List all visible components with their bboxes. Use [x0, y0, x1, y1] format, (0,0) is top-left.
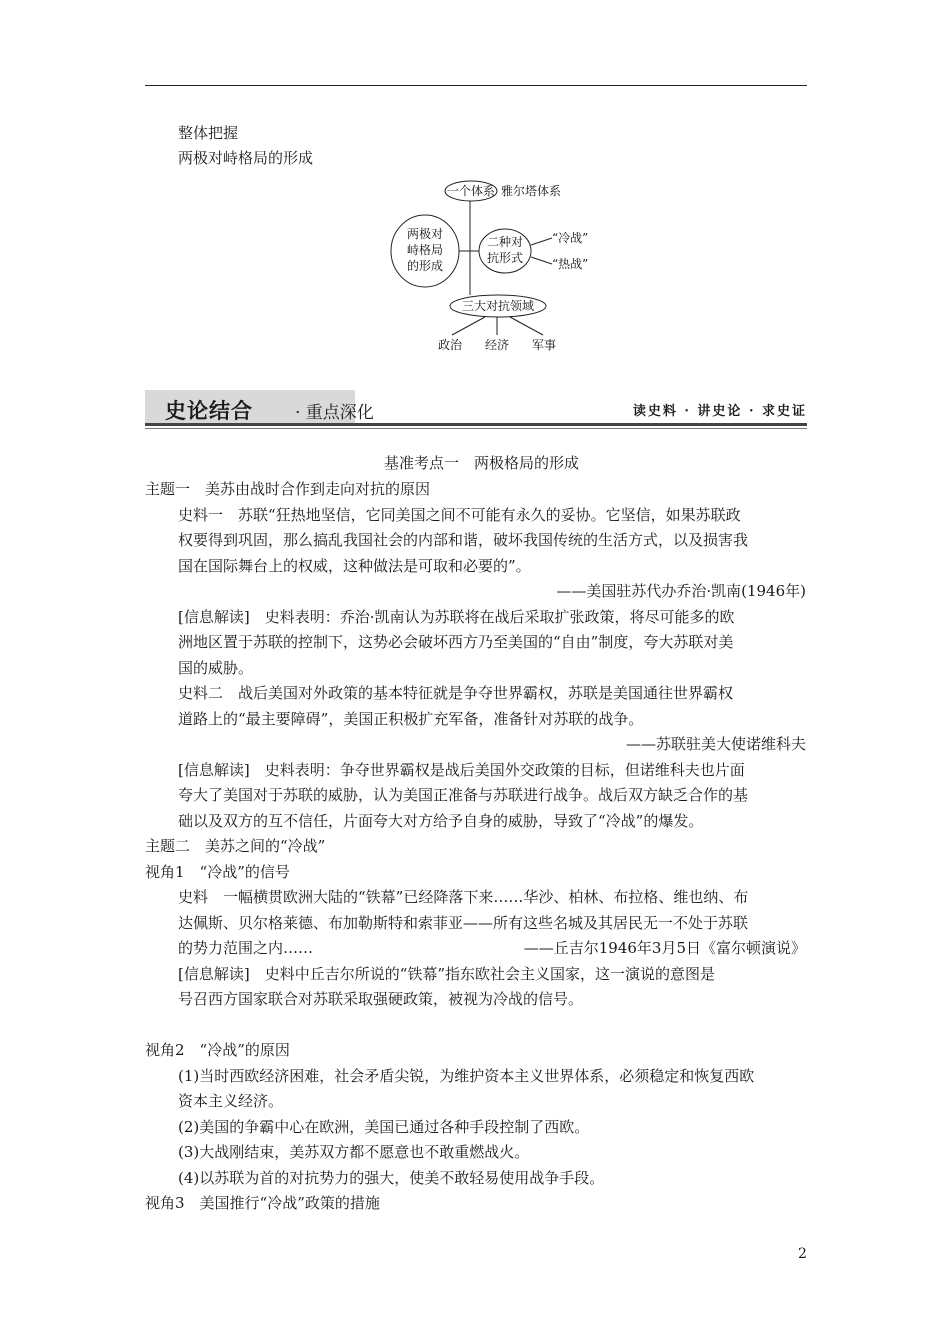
cause-four: (4)以苏联为首的对抗势力的强大，使美不敢轻易使用战争手段。: [178, 1169, 605, 1187]
diagram-system: 一个体系: [446, 184, 496, 198]
interpretation-one-line2: 洲地区置于苏联的控制下，这势必会破坏西方乃至美国的“自由”制度，夸大苏联对美: [178, 633, 734, 651]
diagram-center-line3: 的形成: [406, 259, 444, 273]
source-two-line2: 道路上的“最主要障碍”，美国正积极扩充军备，准备针对苏联的战争。: [178, 710, 644, 728]
banner-right-motto: 读史料 · 讲史论 · 求史证: [632, 404, 807, 419]
diagram-form-cold: “冷战”: [552, 231, 589, 245]
source-two-attribution: ——苏联驻美大使诺维科夫: [625, 735, 806, 753]
overview-heading: 整体把握: [178, 124, 239, 142]
diagram-system-value: 雅尔塔体系: [501, 184, 562, 198]
diagram-forms-line2: 抗形式: [486, 251, 524, 265]
section-title: 基准考点一 两极格局的形成: [384, 454, 580, 472]
diagram-field-economy: 经济: [484, 338, 510, 352]
source-one-line2: 权要得到巩固，那么搞乱我国社会的内部和谐，破坏我国传统的生活方式，以及损害我: [178, 531, 749, 549]
interpretation-one-line3: 国的威胁。: [178, 659, 254, 677]
perspective-two-heading: 视角2 “冷战”的原因: [145, 1041, 290, 1059]
cause-one-line1: (1)当时西欧经济困难，社会矛盾尖锐，为维护资本主义世界体系，必须稳定和恢复西欧: [178, 1067, 755, 1085]
source-three-line3: 的势力范围之内……: [178, 939, 314, 957]
source-two-line1: 史料二 战后美国对外政策的基本特征就是争夺世界霸权，苏联是美国通往世界霸权: [178, 684, 734, 702]
source-one-line1: 史料一 苏联“狂热地坚信，它同美国之间不可能有永久的妥协。它坚信，如果苏联政: [178, 506, 741, 524]
perspective-three-heading: 视角3 美国推行“冷战”政策的措施: [145, 1194, 380, 1212]
diagram-field-politics: 政治: [437, 338, 463, 352]
diagram-fields: 三大对抗领域: [461, 299, 535, 313]
interpretation-one-line1: [信息解读] 史料表明：乔治·凯南认为苏联将在战后采取扩张政策，将尽可能多的欧: [178, 608, 735, 626]
cause-two: (2)美国的争霸中心在欧洲，美国已通过各种手段控制了西欧。: [178, 1118, 590, 1136]
source-three-line2: 达佩斯、贝尔格莱德、布加勒斯特和索菲亚——所有这些名城及其居民无一不处于苏联: [178, 914, 749, 932]
diagram-field-military: 军事: [531, 338, 557, 352]
interpretation-two-line3: 础以及双方的互不信任，片面夸大对方给予自身的威胁，导致了“冷战”的爆发。: [178, 812, 704, 830]
topic-one-heading: 主题一 美苏由战时合作到走向对抗的原因: [145, 480, 431, 498]
diagram-center-line2: 峙格局: [406, 243, 444, 257]
interpretation-two-line1: [信息解读] 史料表明：争夺世界霸权是战后美国外交政策的目标，但诺维科夫也片面: [178, 761, 745, 779]
interpretation-three-line1: [信息解读] 史料中丘吉尔所说的“铁幕”指东欧社会主义国家，这一演说的意图是: [178, 965, 716, 983]
overview-subheading: 两极对峙格局的形成: [178, 149, 314, 167]
page-number: 2: [798, 1246, 807, 1262]
source-one-attribution: ——美国驻苏代办乔治·凯南(1946年): [556, 582, 806, 600]
cause-three: (3)大战刚结束，美苏双方都不愿意也不敢重燃战火。: [178, 1143, 530, 1161]
perspective-one-heading: 视角1 “冷战”的信号: [145, 863, 290, 881]
source-three-attribution: ——丘吉尔1946年3月5日《富尔顿演说》: [523, 939, 806, 957]
banner-rule-thin: [145, 428, 807, 429]
banner-subtitle: · 重点深化: [295, 403, 374, 423]
concept-diagram: [390, 175, 620, 355]
source-one-line3: 国在国际舞台上的权威，这种做法是可取和必要的”。: [178, 557, 531, 575]
interpretation-two-line2: 夸大了美国对于苏联的威胁，认为美国正准备与苏联进行战争。战后双方缺乏合作的基: [178, 786, 749, 804]
banner-title: 史论结合: [165, 399, 253, 423]
diagram-forms-line1: 二种对: [486, 235, 524, 249]
section-banner: [145, 390, 807, 428]
cause-one-line2: 资本主义经济。: [178, 1092, 284, 1110]
top-rule: [145, 85, 807, 86]
topic-two-heading: 主题二 美苏之间的“冷战”: [145, 837, 326, 855]
diagram-center-line1: 两极对: [406, 227, 444, 241]
source-three-line1: 史料 一幅横贯欧洲大陆的“铁幕”已经降落下来……华沙、柏林、布拉格、维也纳、布: [178, 888, 749, 906]
interpretation-three-line2: 号召西方国家联合对苏联采取强硬政策，被视为冷战的信号。: [178, 990, 584, 1008]
diagram-form-hot: “热战”: [552, 257, 589, 271]
